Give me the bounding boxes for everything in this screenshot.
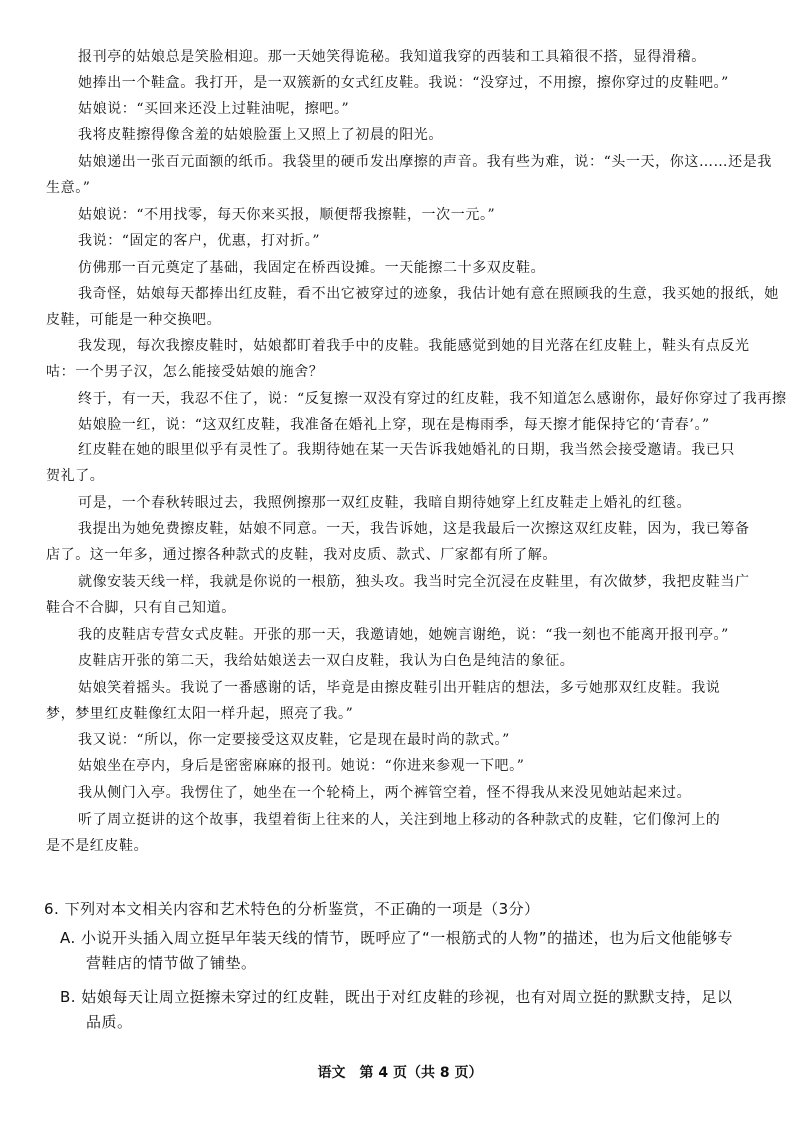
passage-line: 报刊亭的姑娘总是笑脸相迎。那一天她笑得诡秘。我知道我穿的西装和工具箱很不搭，显得滑稽。: [78, 49, 706, 65]
passage-line: 我将皮鞋擦得像含羞的姑娘脸蛋上又照上了初晨的阳光。: [78, 127, 443, 143]
passage-line: 我发现，每次我擦皮鞋时，姑娘都盯着我手中的皮鞋。我能感觉到她的目光落在红皮鞋上，鞋头有点反光: [78, 338, 750, 354]
passage-line: 听了周立挺讲的这个故事，我望着街上往来的人，关注到地上移动的各种款式的皮鞋，它们像河上的: [78, 812, 721, 828]
passage-line: 可是，一个春秋转眼过去，我照例擦那一双红皮鞋，我暗自期待她穿上红皮鞋走上婚礼的红毯。: [78, 495, 692, 511]
option-a-line1: A. 小说开头插入周立挺早年装天线的情节，既呼应了“一根筋式的人物”的描述，也为后文他能够专: [60, 929, 734, 947]
passage-line: 生意。”: [46, 180, 91, 196]
passage-line: 我提出为她免费擦皮鞋，姑娘不同意。一天，我告诉她，这是我最后一次擦这双红皮鞋，因为，我已筹备: [78, 521, 750, 537]
option-a-line2: 营鞋店的情节做了铺垫。: [86, 954, 257, 972]
passage-line: 姑娘坐在亭内，身后是密密麻麻的报刊。她说：“你进来参观一下吧。”: [78, 758, 525, 774]
passage-line: 就像安装天线一样，我就是你说的一根筋，独头攻。我当时完全沉浸在皮鞋里，有次做梦，我把皮鞋当广: [78, 574, 750, 590]
passage-line: 终于，有一天，我忍不住了，说：“反复擦一双没有穿过的红皮鞋，我不知道怎么感谢你，最好你穿过了我再擦: [78, 391, 787, 407]
passage-line: 姑娘说：“买回来还没上过鞋油呢，擦吧。”: [78, 101, 350, 117]
passage-line: 皮鞋，可能是一种交换吧。: [46, 312, 222, 328]
passage-line: 是不是红皮鞋。: [46, 838, 149, 854]
option-b-line2: 品质。: [86, 1013, 133, 1031]
page-footer: 语文 第 4 页（共 8 页）: [317, 1065, 483, 1081]
passage-line: 我从侧门入亭。我愣住了，她坐在一个轮椅上，两个裤管空着，怪不得我从来没见她站起来过。: [78, 785, 692, 801]
passage-line: 咕：一个男子汉，怎么能接受姑娘的施舍？: [46, 364, 324, 380]
passage-line: 鞋合不合脚，只有自己知道。: [46, 600, 236, 616]
passage-line: 姑娘笑着摇头。我说了一番感谢的话，毕竟是由擦皮鞋引出开鞋店的想法，多亏她那双红皮鞋。我说: [78, 680, 721, 696]
passage-line: 贺礼了。: [46, 468, 105, 484]
passage-line: 姑娘说：“不用找零，每天你来买报，顺便帮我擦鞋，一次一元。”: [78, 207, 496, 223]
passage-line: 姑娘递出一张百元面额的纸币。我袋里的硬币发出摩擦的声音。我有些为难，说：“头一天，你这……还是我: [78, 154, 772, 170]
passage-line: 姑娘脸一红，说：“这双红皮鞋，我准备在婚礼上穿，现在是梅雨季，每天擦才能保持它的‘青春’。”: [78, 417, 710, 433]
question-stem: 6. 下列对本文相关内容和艺术特色的分析鉴赏，不正确的一项是（3分）: [44, 900, 540, 918]
passage-line: 我又说：“所以，你一定要接受这双皮鞋，它是现在最时尚的款式。”: [78, 732, 510, 748]
passage-line: 店了。这一年多，通过擦各种款式的皮鞋，我对皮质、款式、厂家都有所了解。: [46, 547, 557, 563]
passage-line: 红皮鞋在她的眼里似乎有灵性了。我期待她在某一天告诉我她婚礼的日期，我当然会接受邀请。我已只: [78, 442, 735, 458]
option-b-line1: B. 姑娘每天让周立挺擦未穿过的红皮鞋，既出于对红皮鞋的珍视，也有对周立挺的默默支持，足以: [60, 988, 733, 1006]
passage-line: 梦，梦里红皮鞋像红太阳一样升起，照亮了我。”: [46, 706, 354, 722]
passage-line: 皮鞋店开张的第二天，我给姑娘送去一双白皮鞋，我认为白色是纯洁的象征。: [78, 653, 575, 669]
passage-line: 仿佛那一百元奠定了基础，我固定在桥西设摊。一天能擦二十多双皮鞋。: [78, 260, 546, 276]
passage-line: 我奇怪，姑娘每天都捧出红皮鞋，看不出它被穿过的迹象，我估计她有意在照顾我的生意，我买她的报纸，她: [78, 286, 779, 302]
passage-line: 我说：“固定的客户，优惠，打对折。”: [78, 233, 321, 249]
passage-line: 她捧出一个鞋盒。我打开，是一双簇新的女式红皮鞋。我说：“没穿过，不用擦，擦你穿过的皮鞋吧。”: [78, 75, 729, 91]
passage-line: 我的皮鞋店专营女式皮鞋。开张的那一天，我邀请她，她婉言谢绝，说：“我一刻也不能离开报刊亭。”: [78, 627, 729, 643]
